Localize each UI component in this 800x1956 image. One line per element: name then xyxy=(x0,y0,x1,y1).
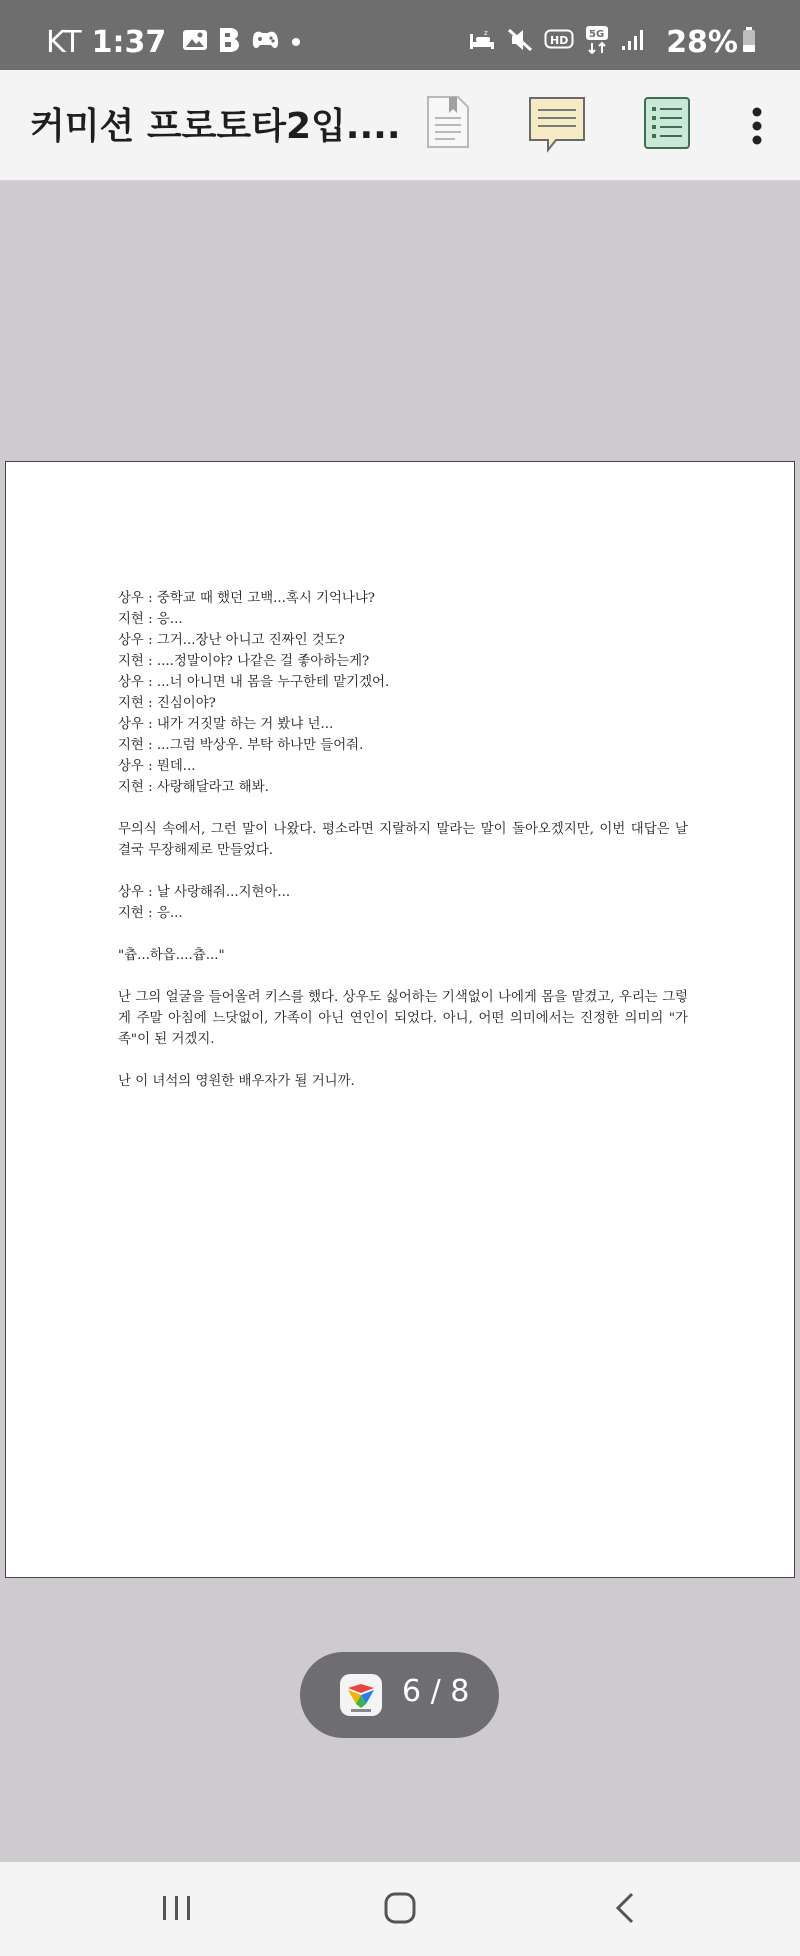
more-options-icon xyxy=(746,131,768,150)
dialogue-line: 상우 : 뭔데... xyxy=(118,759,196,774)
narration-paragraph: 난 그의 얼굴을 들어올려 키스를 했다. 상우도 싫어하는 기색없이 나에게 몸을 맡겼고, 우리는 그렇게 주말 아침에 느닷없이, 가족이 아닌 연인이 되었다. 아니, 어떤 의미에서는 진정한 의미의 "가족"이 된 거겠지. xyxy=(118,990,688,1047)
dialogue-line: 지현 : 응... xyxy=(118,906,183,921)
comment-button[interactable] xyxy=(528,96,586,158)
dialogue-line: 상우 : ...너 아니면 내 몸을 누구한테 맡기겠어. xyxy=(118,675,390,690)
sleep-icon xyxy=(468,28,496,56)
battery-percent: 28% xyxy=(666,24,738,60)
svg-text:z: z xyxy=(484,29,488,37)
table-of-contents-icon xyxy=(643,135,691,154)
carrier-label: KT xyxy=(46,24,82,60)
more-options-button[interactable] xyxy=(746,106,768,150)
bookmark-page-button[interactable] xyxy=(425,94,471,154)
gallery-icon xyxy=(182,28,208,56)
clock: 1:37 xyxy=(91,24,167,60)
narration-paragraph: 무의식 속에서, 그런 말이 나왔다. 평소라면 지랄하지 말라는 말이 돌아오겠지만, 이번 대답은 날 결국 무장해제로 만들었다. xyxy=(118,822,688,858)
bookmark-page-icon xyxy=(425,135,471,154)
paragraph-gap xyxy=(118,861,688,882)
viewer-app-logo xyxy=(340,1674,382,1716)
svg-text:HD: HD xyxy=(550,34,569,47)
dialogue-line: 지현 : 응... xyxy=(118,612,183,627)
paragraph-gap xyxy=(118,924,688,945)
narration-paragraph: 난 이 녀석의 영원한 배우자가 될 거니까. xyxy=(118,1074,355,1089)
quote-line: "츕...하읍....츕..." xyxy=(118,948,225,963)
recent-apps-button[interactable] xyxy=(150,1880,204,1940)
battery-icon xyxy=(742,27,756,57)
back-button[interactable] xyxy=(598,1880,654,1940)
dialogue-line: 상우 : 날 사랑해줘...지현아... xyxy=(118,885,291,900)
paragraph-gap xyxy=(118,1050,688,1071)
navigation-bar xyxy=(0,1862,800,1956)
table-of-contents-button[interactable] xyxy=(643,96,691,154)
game-icon xyxy=(250,28,280,56)
signal-icon xyxy=(620,28,646,56)
paragraph-gap xyxy=(118,966,688,987)
document-title[interactable]: 커미션 프로토타2입.... xyxy=(30,106,401,147)
app-toolbar xyxy=(0,70,800,182)
svg-text:5G: 5G xyxy=(589,29,605,40)
comment-icon xyxy=(528,139,586,158)
b-app-icon xyxy=(218,27,240,57)
page-indicator[interactable] xyxy=(300,1652,499,1738)
dot-icon xyxy=(290,33,302,52)
home-icon xyxy=(372,1921,428,1940)
dialogue-line: 상우 : 내가 거짓말 하는 거 봤냐 넌... xyxy=(118,717,334,732)
page-counter: 6 / 8 xyxy=(402,1674,470,1709)
dialogue-line: 지현 : ....정말이야? 나같은 걸 좋아하는게? xyxy=(118,654,370,669)
5g-icon xyxy=(584,25,610,59)
recent-apps-icon xyxy=(150,1921,204,1940)
home-button[interactable] xyxy=(372,1880,428,1940)
status-right xyxy=(468,20,756,64)
dialogue-line: 지현 : 진심이야? xyxy=(118,696,216,711)
dialogue-line: 지현 : 사랑해달라고 해봐. xyxy=(118,780,269,795)
hd-icon xyxy=(544,28,574,56)
mute-icon xyxy=(506,27,534,57)
document-page[interactable] xyxy=(5,461,795,1578)
page-content xyxy=(118,588,688,1092)
back-icon xyxy=(598,1921,654,1940)
status-left xyxy=(46,20,312,64)
dialogue-line: 상우 : 중학교 때 했던 고백...혹시 기억나냐? xyxy=(118,591,375,606)
dialogue-line: 상우 : 그거...장난 아니고 진짜인 것도? xyxy=(118,633,345,648)
dialogue-line: 지현 : ...그럼 박상우. 부탁 하나만 들어줘. xyxy=(118,738,364,753)
paragraph-gap xyxy=(118,798,688,819)
